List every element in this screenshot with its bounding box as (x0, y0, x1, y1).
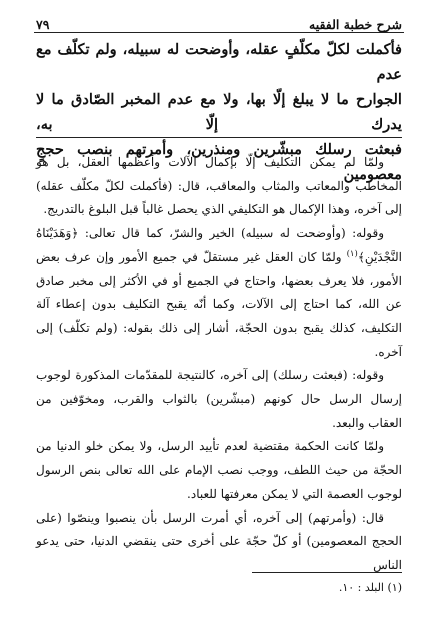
book-title: شرح خطبة الفقيه (309, 17, 402, 32)
header-divider (34, 32, 404, 33)
footnote: (١) البلد : ١٠. (338, 581, 402, 594)
main-text-line: فبعثت رسلك مبشّرين ومنذرين، وأمرتهم بنصب حججٍ معصومين (36, 141, 402, 183)
main-text-line: فأكملت لكلّ مكلّفٍ عقله، وأوضحت له سبيله، ولم تكلّف مع عدم (36, 41, 402, 83)
page-number: ٧٩ (36, 17, 50, 32)
page-header (36, 10, 402, 32)
footnote-divider (252, 572, 402, 573)
commentary-block (36, 151, 402, 578)
main-text-divider (36, 137, 402, 138)
commentary-paragraph: وقوله: (فبعثت رسلك) إلى آخره، كالنتيجة للمقدّمات المذكورة لوجوب إرسال الرسل حال كونهم (مبشّرين) بالثواب والقرب، ومخوّفين من العقاب والبعد. (36, 368, 402, 430)
footnote-reference[interactable]: (١) (346, 248, 358, 259)
commentary-paragraph: ولمّا كانت الحكمة مقتضية لعدم تأييد الرسل، ولا يمكن خلو الدنيا من الحجّة من حيث اللطف، ووجب نصب الإمام على الله تعالى بنص الرسول لوجوب العصمة التي لا يمكن معرفتها للعباد. (36, 439, 402, 501)
main-text-line: الجوارح ما لا يبلغ إلّا بها، ولا مع عدم المخبر الصّادق ما لا يدرك إلّا به، (36, 91, 402, 133)
quran-quote: وقوله: (وأوضحت له سبيله) الخير والشرّ، كما قال تعالى: ﴿وَهَدَيْنَاهُ النَّجْدَيْنِ﴾ (36, 226, 402, 264)
commentary-paragraph: قال: (وأمرتهم) إلى آخره، أي أمرت الرسل بأن ينصبوا وينصّوا (على الحجج المعصومين) أو كلّ حجّة على أخرى حتى ينقضي الدنيا، حتى يدعو الناس (36, 510, 402, 572)
commentary-paragraph: ولمّا لم يمكن التكليف إلّا بإكمال الآلات وأعظمها العقل، بل هو المخاطب والمعاتب والمثاب والمعاقب، قال: (فأكملت لكلّ مكلّف عقله) إلى آخره، وهذا الإكمال هو التكليفي الذي يحصل غالباً قبل البلوغ بالتدريج. (36, 155, 402, 217)
commentary-continuation: ولمّا كان العقل غير مستقلّ في جميع الأمور وإن عرف بعض الأمور، فلا يعرف بعضها، واحتاج في الجميع أو في الأكثر إلى مخبر صادق عن الله، كما احتاج إلى الآلات، وكما أنّه يقبح التكليف بدون إعطاء آلة التكليف، كذلك يقبح بدون الحجّة، أشار إلى ذلك بقوله: (ولم تكلّف) إلى آخره. (36, 249, 402, 359)
commentary-paragraph (36, 222, 402, 364)
